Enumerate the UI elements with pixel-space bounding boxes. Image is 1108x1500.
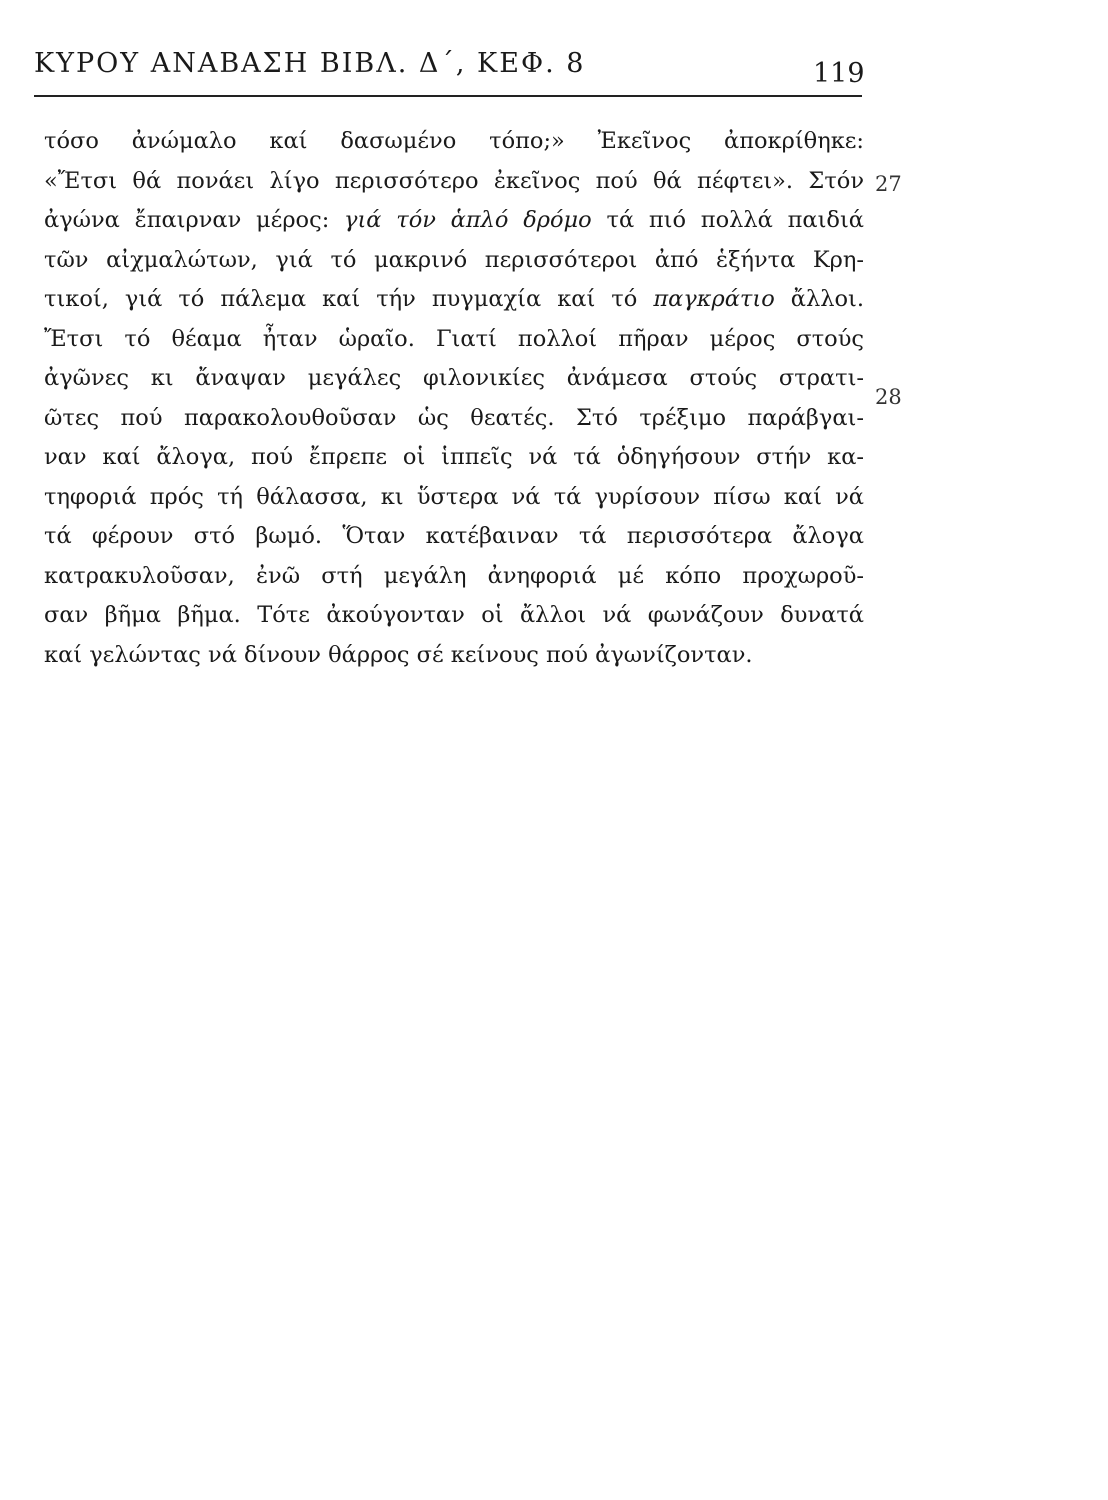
text-segment: τῶν αἰχμαλώτων, γιά τό μακρινό περισσότεροι ἀπό ἑξήντα Κρη-: [44, 246, 864, 273]
paragraph-number-28: 28: [875, 385, 902, 409]
text-segment: ῶτες πού παρακολουθοῦσαν ὡς θεατές. Στό τρέξιμο παράβγαι-: [44, 404, 864, 431]
text-segment: ναν καί ἄλογα, πού ἔπρεπε οἱ ἱππεῖς νά τά ὁδηγήσουν στήν κα-: [44, 444, 864, 470]
header-rule: [34, 95, 862, 97]
text-segment: τόσο ἀνώμαλο καί δασωμένο τόπο;» Ἐκεῖνος ἀποκρίθηκε:: [44, 128, 864, 154]
italic-term: παγκράτιο: [653, 286, 775, 312]
text-line: [44, 482, 864, 522]
text-segment: ἀγῶνες κι ἄναψαν μεγάλες φιλονικίες ἀνάμεσα στούς στρατι-: [44, 365, 864, 391]
body-text: [44, 126, 864, 679]
text-segment: σαν βῆμα βῆμα. Τότε ἀκούγονταν οἱ ἄλλοι νά φωνάζουν δυνατά: [44, 602, 864, 628]
text-segment: τά φέρουν στό βωμό. Ὅταν κατέβαιναν τά περισσότερα ἄλογα: [44, 523, 864, 549]
text-line: [44, 245, 864, 285]
text-segment: καί γελώντας νά δίνουν θάρρος σέ κείνους πού ἀγωνίζονταν.: [44, 641, 753, 668]
text-line: [44, 403, 864, 443]
text-segment: τικοί, γιά τό πάλεμα καί τήν πυγμαχία καί τό: [44, 286, 654, 312]
text-line: [44, 442, 864, 482]
italic-term: γιά τόν ἁπλό δρόμο: [344, 207, 592, 233]
running-head: ΚΥΡΟΥ ΑΝΑΒΑΣΗ ΒΙΒΛ. Δ΄, ΚΕΦ. 8: [34, 48, 586, 79]
text-segment: τά πιό πολλά παιδιά: [591, 207, 864, 233]
text-segment: Ἔτσι τό θέαμα ἦταν ὡραῖο. Γιατί πολλοί πῆραν μέρος στούς: [44, 325, 864, 352]
text-line: [44, 205, 864, 245]
text-line: [44, 521, 864, 561]
text-line: [44, 600, 864, 640]
text-segment: ἄλλοι.: [774, 286, 865, 312]
text-line: [44, 640, 864, 680]
paragraph-number-27: 27: [875, 172, 902, 196]
text-line: [44, 284, 864, 324]
text-segment: τηφοριά πρός τή θάλασσα, κι ὕστερα νά τά γυρίσουν πίσω καί νά: [44, 483, 864, 510]
text-line: [44, 166, 864, 206]
text-segment: κατρακυλοῦσαν, ἐνῶ στή μεγάλη ἀνηφοριά μέ κόπο προχωροῦ-: [44, 562, 864, 589]
text-line: [44, 126, 864, 166]
page-number: 119: [813, 58, 865, 89]
text-segment: ἀγώνα ἔπαιρναν μέρος:: [44, 207, 345, 233]
text-line: [44, 561, 864, 601]
text-segment: «Ἔτσι θά πονάει λίγο περισσότερο ἐκεῖνος πού θά πέφτει». Στόν: [44, 167, 864, 194]
text-line: [44, 324, 864, 364]
text-line: [44, 363, 864, 403]
